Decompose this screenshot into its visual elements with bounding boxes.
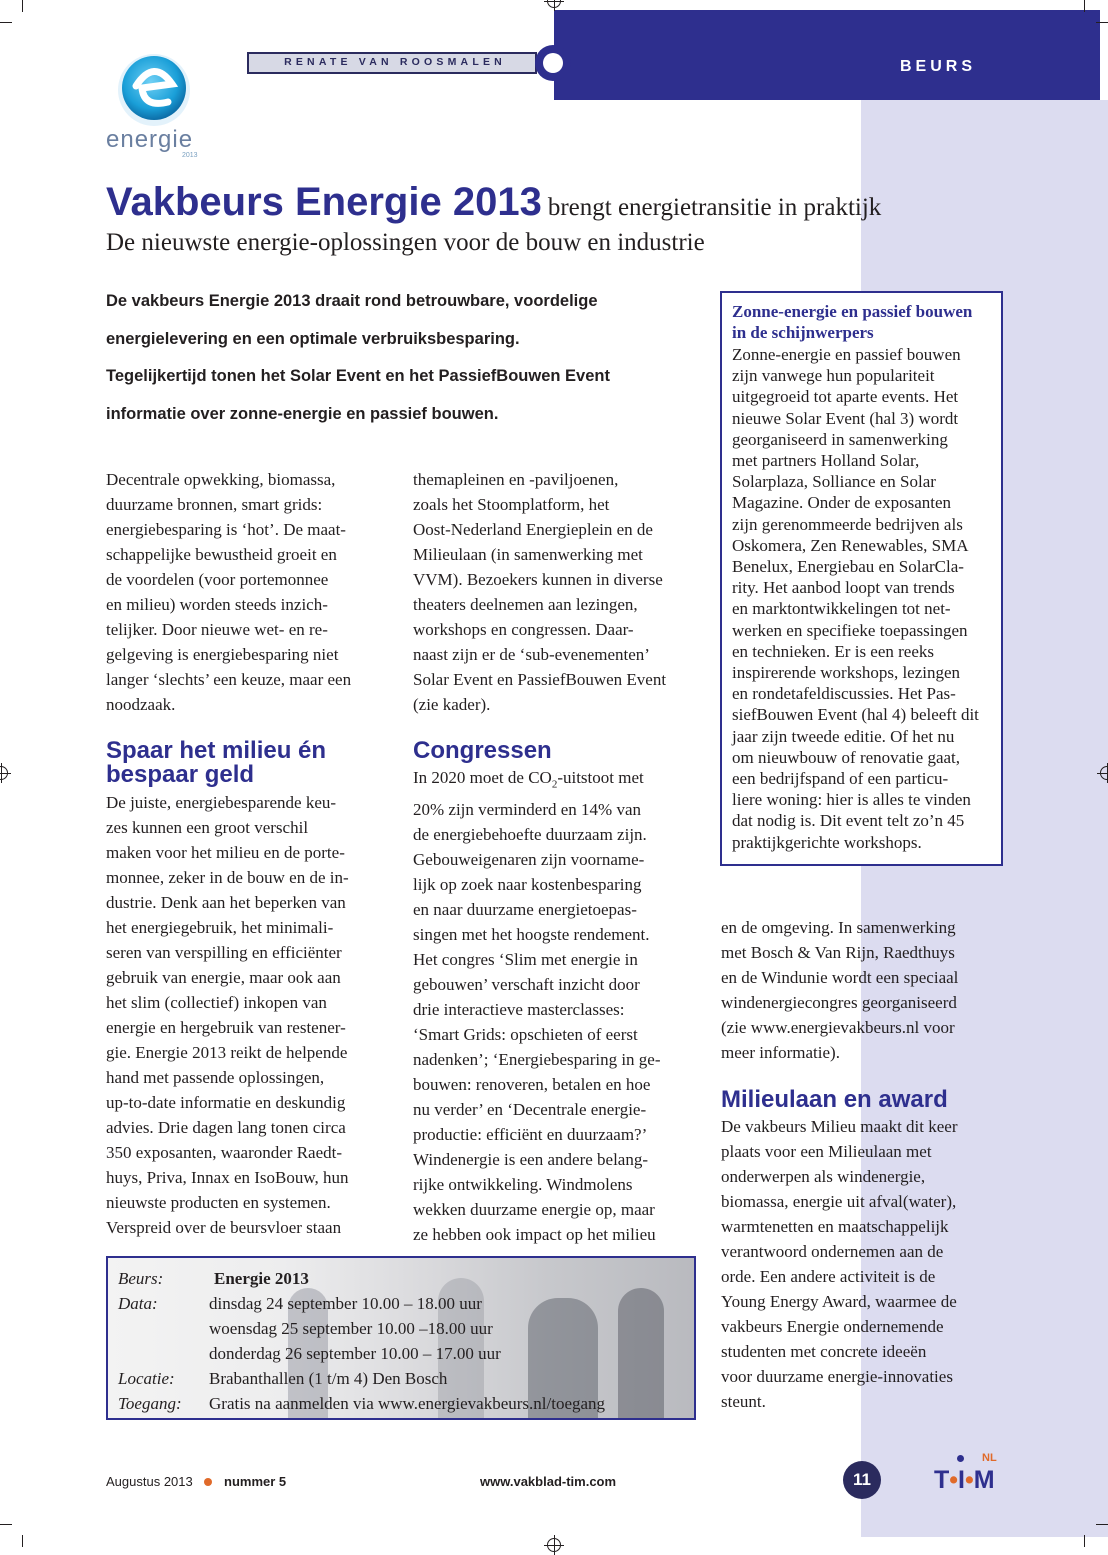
text-line: en de Windunie wordt een speciaal (721, 968, 959, 987)
text-line: bouwen: renoveren, betalen en hoe (413, 1075, 651, 1095)
section-header-bar (554, 10, 1100, 100)
text-line: de energiebehoefte duurzaam zijn. (413, 825, 647, 845)
text-line: zes kunnen een groot verschil (106, 818, 309, 837)
kader-body (732, 344, 991, 853)
registration-mark-icon (547, 0, 561, 8)
text-line: nieuwste producten en systemen. (106, 1193, 331, 1212)
intro-line: informatie over zonne-energie en passief bouwen. (106, 404, 499, 423)
sidebar-kader (720, 291, 1003, 866)
text-line: zijn gerenommeerde bedrijven als (732, 514, 963, 534)
text-line: met Bosch & Van Rijn, Raedthuys (721, 943, 955, 962)
info-value: woensdag 25 september 10.00 –18.00 uur (209, 1319, 493, 1338)
crop-mark (22, 1535, 23, 1547)
text-line: noodzaak. (106, 695, 176, 714)
tim-logo-separator-icon: • (949, 1466, 959, 1494)
text-line: windenergiecongres georganiseerd (721, 993, 957, 1012)
crop-mark (1096, 22, 1108, 23)
text-line: rity. Het aanbod loopt van trends (732, 578, 955, 598)
text-line: naast zijn er de ‘sub-evenementen’ (413, 645, 650, 664)
intro-line: Tegelijkertijd tonen het Solar Event en het PassiefBouwen Event (106, 367, 610, 385)
crop-mark (1096, 1524, 1108, 1525)
text-line (413, 765, 708, 797)
text-line: (zie www.energievakbeurs.nl voor (721, 1018, 955, 1037)
tim-logo-letter: M (973, 1466, 995, 1494)
text-line: hand met passende oplossingen, (106, 1068, 325, 1087)
text-line: gebruik van energie, maar ook aan (106, 968, 341, 987)
text-line: Oost-Nederland Energieplein en de (413, 520, 653, 539)
text-line: praktijkgerichte workshops. (732, 832, 922, 852)
text-line: dustrie. Denk aan het beperken van (106, 893, 346, 912)
tim-logo-dot-icon (957, 1455, 964, 1462)
text-line: studenten met concrete ideeën (721, 1342, 927, 1361)
info-label: Beurs: (118, 1269, 164, 1288)
info-value: dinsdag 24 september 10.00 – 18.00 uur (209, 1294, 482, 1313)
info-value: Gratis na aanmelden via www.energievakbeurs.nl/toegang (209, 1394, 606, 1413)
text-line: huys, Priva, Innax en IsoBouw, hun (106, 1168, 349, 1187)
info-label: Toegang: (118, 1394, 182, 1413)
text-line: met partners Holland Solar, (732, 451, 920, 471)
tim-logo-separator-icon: • (965, 1466, 974, 1494)
body-paragraph (413, 765, 708, 1247)
text-line: werken en specifieke toepassingen (732, 620, 968, 640)
text-line: ‘Smart Grids: opschieten of eerst (413, 1025, 638, 1045)
body-paragraph (721, 1114, 1011, 1414)
logo-year: 2013 (182, 152, 198, 159)
text-line: georganiseerd in samenwerking (732, 429, 948, 449)
kader-title (732, 301, 991, 343)
text-line: nieuwe Solar Event (hal 3) wordt (732, 408, 959, 428)
text-line: voor duurzame energie-innovaties (721, 1367, 953, 1386)
crop-mark (22, 0, 23, 12)
text-line: maken voor het milieu en de porte- (106, 843, 345, 862)
footer-url: www.vakblad-tim.com (480, 1474, 617, 1489)
text-line: jaar zijn tweede editie. Of het nu (732, 726, 955, 746)
text-line: langer ‘slechts’ een keuze, maar een (106, 670, 352, 689)
tim-logo-letter: T (934, 1466, 950, 1494)
text-line: gie. Energie 2013 reikt de helpende (106, 1043, 348, 1062)
text-line: warmtenetten en maatschappelijk (721, 1217, 949, 1236)
registration-mark-icon (0, 766, 8, 780)
text-line: en rondetafeldiscussies. Het Pas- (732, 684, 956, 704)
text-line: en milieu) worden steeds inzich- (106, 595, 328, 614)
text-line: zoals het Stoomplatform, het (413, 495, 610, 514)
text-line: monnee, zeker in de bouw en de in- (106, 868, 349, 887)
text-line: inspirerende workshops, lezingen (732, 663, 961, 683)
logo-wordmark: energie (106, 126, 194, 153)
text-line: en marktontwikkelingen tot net- (732, 599, 951, 619)
article-intro (106, 283, 706, 433)
text-line: orde. Een andere activiteit is de (721, 1267, 936, 1286)
text-line: plaats voor een Milieulaan met (721, 1142, 932, 1161)
info-value: donderdag 26 september 10.00 – 17.00 uur (209, 1344, 501, 1363)
tim-logo-letter: I (958, 1466, 965, 1494)
text-line: om nieuwbouw of renovatie gaat, (732, 747, 961, 767)
body-paragraph (106, 790, 396, 1240)
text-line: liere woning: hier is alles te vinden (732, 790, 971, 810)
text-line: dat nodig is. Dit event telt zo’n 45 (732, 811, 965, 831)
body-paragraph (106, 467, 396, 717)
text-line: de voordelen (voor portemonnee (106, 570, 329, 589)
registration-mark-icon (1100, 766, 1108, 780)
heading-line: Spaar het milieu én (106, 737, 327, 764)
title-rest: brengt energietransitie in praktijk (547, 194, 882, 221)
event-info-box (106, 1256, 696, 1420)
text-line: en technieken. Er is een reeks (732, 641, 935, 661)
text-line: Magazine. Onder de exposanten (732, 493, 952, 513)
text-line: Zonne-energie en passief bouwen (732, 345, 961, 364)
text-line: het slim (collectief) inkopen van (106, 993, 327, 1012)
crop-mark (0, 22, 12, 23)
text-line: 20% zijn verminderd en 14% van (413, 800, 642, 820)
text-fragment: In 2020 moet de CO (413, 768, 552, 787)
section-heading-spaar (106, 739, 396, 787)
text-fragment: -uitstoot met (557, 768, 644, 787)
body-paragraph (413, 467, 708, 717)
heading-line: bespaar geld (106, 761, 255, 788)
registration-mark-icon (547, 1538, 561, 1552)
info-value: Brabanthallen (1 t/m 4) Den Bosch (209, 1369, 448, 1388)
text-line: duurzame bronnen, smart grids: (106, 495, 323, 514)
text-line: Solarplaza, Solliance en Solar (732, 472, 936, 492)
text-line: nadenken’; ‘Energiebesparing in ge- (413, 1050, 661, 1070)
text-line: workshops en congressen. Daar- (413, 620, 634, 639)
intro-line: De vakbeurs Energie 2013 draait rond betrouwbare, voordelige (106, 292, 598, 310)
body-paragraph (721, 915, 1011, 1065)
energie-logo-icon (114, 48, 194, 128)
text-line: nu verder’ en ‘Decentrale energie- (413, 1100, 647, 1120)
section-heading-congressen (413, 739, 708, 763)
text-line: Het congres ‘Slim met energie in (413, 950, 638, 970)
text-line: siefBouwen Event (hal 4) beleeft dit (732, 705, 979, 725)
info-label: Data: (118, 1294, 158, 1313)
text-line: lijk op zoek naar kostenbesparing (413, 875, 642, 895)
info-value: Energie 2013 (214, 1269, 309, 1288)
text-line: De vakbeurs Milieu maakt dit keer (721, 1117, 958, 1136)
page-number: 11 (843, 1461, 881, 1499)
crop-mark (0, 1524, 12, 1525)
text-line: Benelux, Energiebau en SolarCla- (732, 557, 964, 577)
crop-mark (1084, 1535, 1085, 1547)
photo-person-silhouette (618, 1288, 664, 1420)
footer-date: Augustus 2013 (106, 1474, 193, 1489)
text-line: ze hebben ook impact op het milieu (413, 1225, 656, 1245)
author-bullet-icon (535, 45, 571, 81)
text-line: productie: efficiënt en duurzaam?’ (413, 1125, 648, 1145)
text-line: onderwerpen als windenergie, (721, 1167, 926, 1186)
info-label: Locatie: (118, 1369, 175, 1388)
text-line: gelgeving is energiebesparing niet (106, 645, 339, 664)
text-line: advies. Drie dagen lang tonen circa (106, 1118, 346, 1137)
crop-mark (1084, 0, 1085, 12)
heading-line: Congressen (413, 737, 552, 764)
intro-line: energielevering en een optimale verbruiksbesparing. (106, 329, 520, 348)
text-line: biomassa, energie uit afval(water), (721, 1192, 957, 1211)
text-line: drie interactieve masterclasses: (413, 1000, 625, 1020)
tim-logo (934, 1466, 995, 1495)
text-line: Gebouweigenaren zijn voorname- (413, 850, 645, 870)
section-heading-milieulaan (721, 1088, 1011, 1112)
text-line: telijker. Door nieuwe wet- en re- (106, 620, 328, 639)
heading-line: Milieulaan en award (721, 1086, 948, 1113)
text-line: een bedrijfspand of een particu- (732, 769, 949, 789)
text-line: 350 exposanten, waaronder Raedt- (106, 1143, 343, 1162)
text-line: en de omgeving. In samenwerking (721, 918, 956, 937)
title-main: Vakbeurs Energie 2013 (106, 180, 542, 224)
text-line: energiebesparing is ‘hot’. De maat- (106, 520, 346, 539)
subscript: 2 (551, 778, 558, 791)
tim-logo-nl: NL (982, 1452, 997, 1464)
author-name: RENATE VAN ROOSMALEN (284, 56, 506, 68)
text-line: gebouwen’ verschaft inzicht door (413, 975, 640, 995)
footer-bullet-icon (204, 1478, 212, 1486)
text-line: up-to-date informatie en deskundig (106, 1093, 346, 1112)
text-line: themapleinen en -paviljoenen, (413, 470, 619, 489)
text-line: Milieulaan (in samenwerking met (413, 545, 643, 564)
text-line: uitgegroeid tot aparte events. Het (732, 387, 959, 407)
text-line: vakbeurs Energie ondernemende (721, 1317, 944, 1336)
text-line: en naar duurzame energietoepas- (413, 900, 637, 920)
text-line: seren van verspilling en efficiënter (106, 943, 342, 962)
text-line: wekken duurzame energie op, maar (413, 1200, 655, 1220)
text-line: De juiste, energiebesparende keu- (106, 793, 337, 812)
section-label: BEURS (900, 58, 977, 75)
text-line: VVM). Bezoekers kunnen in diverse (413, 570, 663, 589)
text-line: Oskomera, Zen Renewables, SMA (732, 535, 969, 555)
text-line: steunt. (721, 1392, 766, 1411)
article-title (106, 180, 1026, 225)
text-line: schappelijke bewustheid groeit en (106, 545, 337, 564)
text-line: singen met het hoogste rendement. (413, 925, 650, 945)
text-line: meer informatie). (721, 1043, 840, 1062)
text-line: verantwoord ondernemen aan de (721, 1242, 944, 1261)
footer-issue: nummer 5 (224, 1474, 287, 1489)
text-line: theaters deelnemen aan lezingen, (413, 595, 638, 614)
text-line: Young Energy Award, waarmee de (721, 1292, 957, 1311)
text-line: Windenergie is een andere belang- (413, 1150, 649, 1170)
article-subtitle: De nieuwste energie-oplossingen voor de bouw en industrie (106, 229, 705, 256)
text-line: Verspreid over de beursvloer staan (106, 1218, 342, 1237)
text-line: zijn vanwege hun populariteit (732, 366, 935, 386)
text-line: het energiegebruik, het minimali- (106, 918, 334, 937)
text-line: Decentrale opwekking, biomassa, (106, 470, 336, 489)
text-line: Solar Event en PassiefBouwen Event (413, 670, 667, 689)
kader-title-line: Zonne-energie en passief bouwen (732, 302, 973, 321)
text-line: (zie kader). (413, 695, 491, 714)
kader-title-line: in de schijnwerpers (732, 323, 874, 342)
text-line: rijke ontwikkeling. Windmolens (413, 1175, 633, 1195)
text-line: energie en hergebruik van restener- (106, 1018, 346, 1037)
